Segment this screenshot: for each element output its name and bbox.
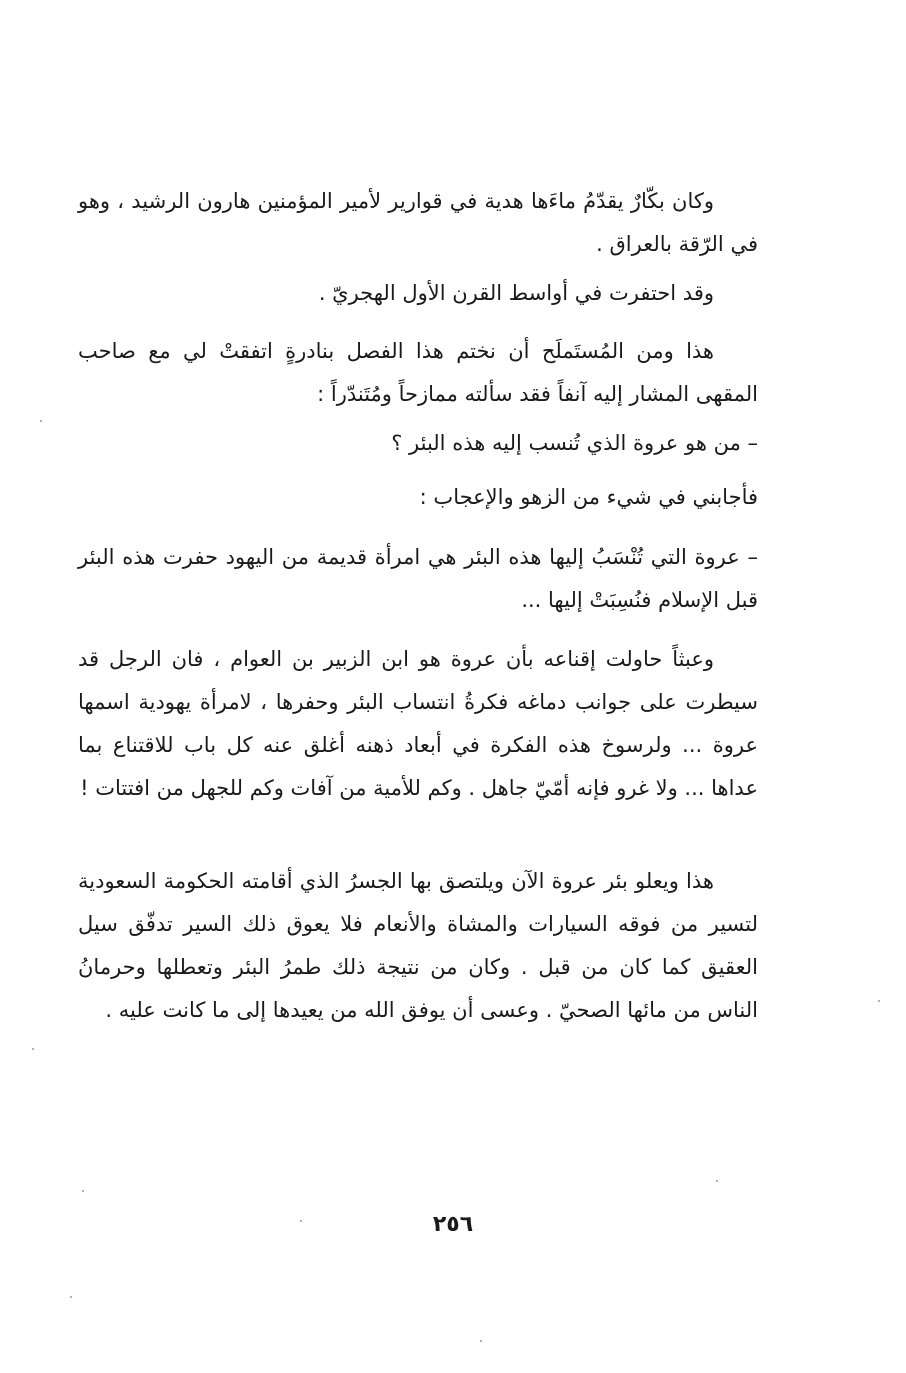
paragraph-dug: وقد احتفرت في أواسط القرن الأول الهجريّ . xyxy=(318,281,714,305)
page-number: ٢٥٦ xyxy=(432,1212,474,1237)
paragraph-bakkar: وكان بكّارٌ يقدّمُ ماءَها هدية في قوارير لأمير المؤمنين هارون الرشيد ، وهو في الرّقة بالعراق . xyxy=(78,189,758,256)
scan-speck xyxy=(480,1340,482,1342)
scan-speck xyxy=(716,1180,718,1182)
paragraph-persuasion: وعبثاً حاولت إقناعه بأن عروة هو ابن الزبير بن العوام ، فان الرجل قد سيطرت على جوانب دماغه فكرةُ انتساب البئر وحفرها ، لامرأة يهودية اسمها عروة ... ولرسوخ هذه الفكرة في أبعاد ذهنه أغلق عنه كل باب للاقتناع بما عداها ... ولا غرو فإنه أمّيّ جاهل . وكم للأمية من آفات وكم للجهل من افتتات ! xyxy=(78,647,758,800)
scan-speck xyxy=(82,1190,84,1192)
paragraph-reply-intro: فأجابني في شيء من الزهو والإعجاب : xyxy=(419,485,758,509)
scan-speck xyxy=(40,420,42,422)
paragraph-anecdote-intro: هذا ومن المُستَملَح أن نختم هذا الفصل بنادرةٍ اتفقتْ لي مع صاحب المقهى المشار إليه آنفاً فقد سألته ممازحاً ومُتَندّراً : xyxy=(78,339,758,406)
scan-speck xyxy=(300,1220,302,1222)
dialog-question: – من هو عروة الذي تُنسب إليه هذه البئر ؟ xyxy=(391,431,758,455)
paragraph-bridge: هذا ويعلو بئر عروة الآن ويلتصق بها الجسرُ الذي أقامته الحكومة السعودية لتسير من فوقه السيارات والمشاة والأنعام فلا يعوق ذلك السير تدفّق سيل العقيق كما كان من قبل . وكان من نتيجة ذلك طمرُ البئر وتعطلها وحرمانُ الناس من مائها الصحيّ . وعسى أن يوفق الله من يعيدها إلى ما كانت عليه . xyxy=(78,869,758,1022)
scan-speck xyxy=(32,1048,34,1050)
dialog-answer: – عروة التي تُنْسَبُ إليها هذه البئر هي امرأة قديمة من اليهود حفرت هذه البئر قبل الإسلام فنُسِبَتْ إليها ... xyxy=(78,545,758,612)
scan-speck xyxy=(878,1000,880,1002)
scan-speck xyxy=(70,1296,72,1298)
